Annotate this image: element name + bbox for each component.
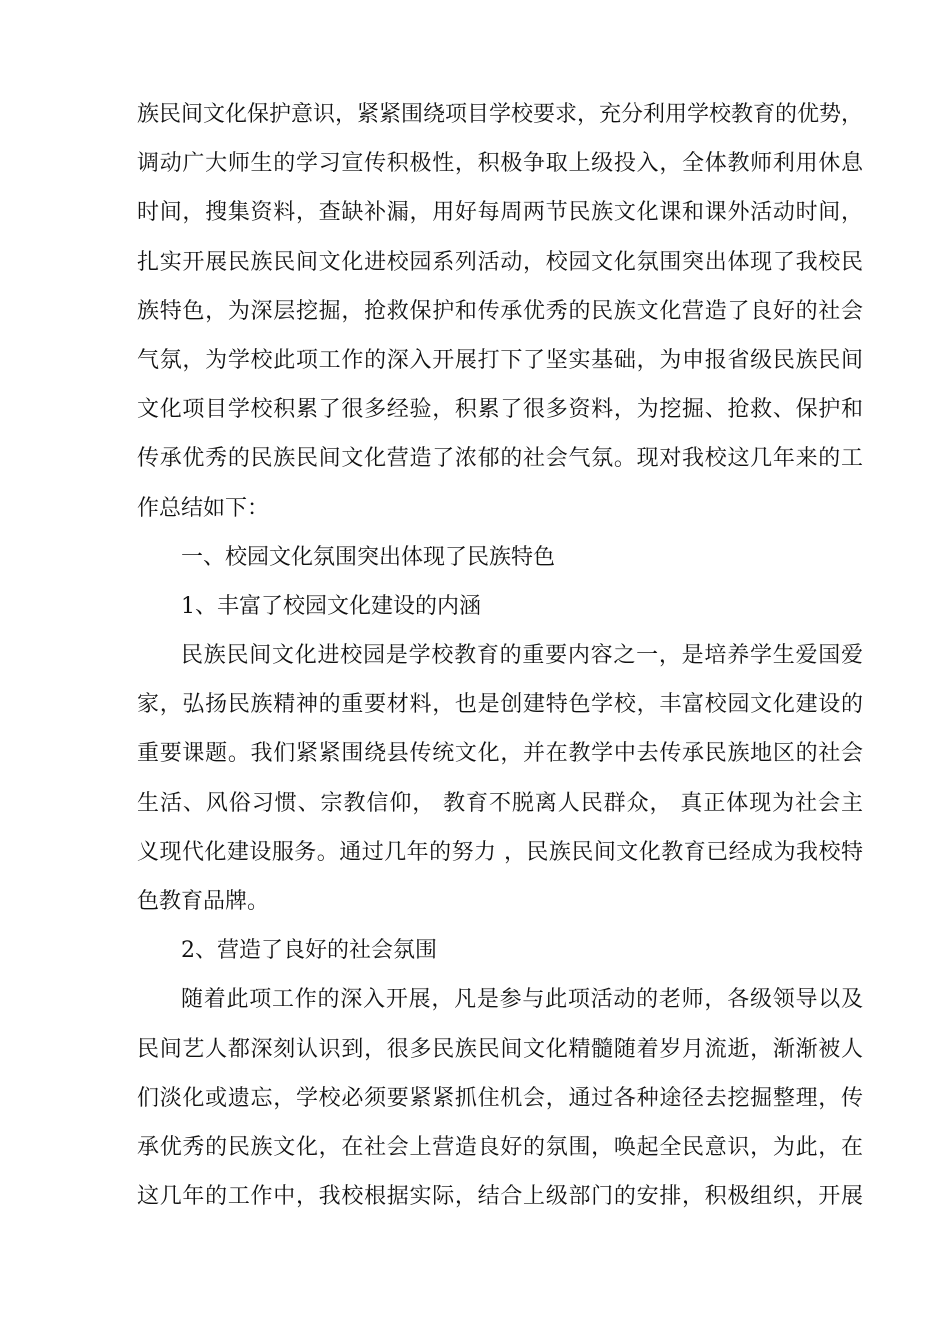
text-line: 重要课题。我们紧紧围绕县传统文化，并在教学中去传承民族地区的社会: [137, 741, 863, 767]
text-line: 民族民间文化进校园是学校教育的重要内容之一，是培养学生爱国爱: [181, 643, 863, 669]
text-line: 作总结如下：: [137, 495, 270, 521]
text-line: 家，弘扬民族精神的重要材料，也是创建特色学校，丰富校园文化建设的: [137, 692, 863, 718]
text-line: 这几年的工作中，我校根据实际，结合上级部门的安排，积极组织，开展: [137, 1184, 863, 1210]
text-line: 民间艺人都深刻认识到，很多民族民间文化精髓随着岁月流逝，渐渐被人: [137, 1036, 863, 1062]
text-line: 传承优秀的民族民间文化营造了浓郁的社会气氛。现对我校这几年来的工: [137, 446, 863, 472]
text-line: 族特色，为深层挖掘，抢救保护和传承优秀的民族文化营造了良好的社会: [137, 298, 863, 324]
text-line: 义现代化建设服务。通过几年的努力 ，民族民间文化教育已经成为我校特: [137, 839, 863, 865]
text-line: 们淡化或遗忘，学校必须要紧紧抓住机会，通过各种途径去挖掘整理，传: [137, 1085, 863, 1111]
text-line: 2、营造了良好的社会氛围: [181, 938, 437, 964]
text-line: 1、丰富了校园文化建设的内涵: [181, 593, 481, 619]
document-body: [137, 90, 863, 1221]
text-line: 承优秀的民族文化，在社会上营造良好的氛围，唤起全民意识，为此，在: [137, 1134, 863, 1160]
text-line: 生活、风俗习惯、宗教信仰， 教育不脱离人民群众， 真正体现为社会主: [137, 790, 863, 816]
text-line: 随着此项工作的深入开展，凡是参与此项活动的老师，各级领导以及: [181, 987, 863, 1013]
text-line: 扎实开展民族民间文化进校园系列活动，校园文化氛围突出体现了我校民: [137, 249, 863, 275]
text-line: 文化项目学校积累了很多经验，积累了很多资料，为挖掘、抢救、保护和: [137, 397, 863, 423]
text-line: 调动广大师生的学习宣传积极性，积极争取上级投入，全体教师利用休息: [137, 151, 863, 177]
text-line: 族民间文化保护意识，紧紧围绕项目学校要求，充分利用学校教育的优势，: [137, 102, 863, 127]
text-line: 一、校园文化氛围突出体现了民族特色: [181, 544, 556, 570]
text-line: 色教育品牌。: [137, 889, 270, 914]
text-line: 气氛，为学校此项工作的深入开展打下了坚实基础，为申报省级民族民间: [137, 347, 863, 373]
text-line: 时间，搜集资料，查缺补漏，用好每周两节民族文化课和课外活动时间，: [137, 200, 863, 226]
